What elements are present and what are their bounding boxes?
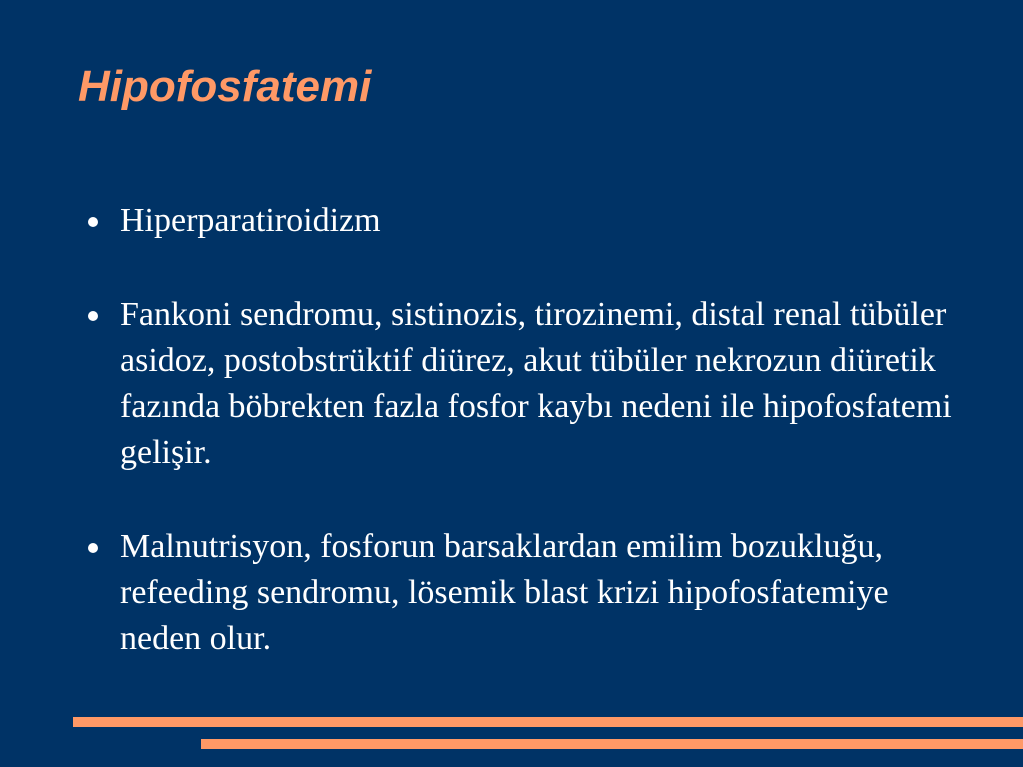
- bullet-text: Malnutrisyon, fosforun barsaklardan emilim bozukluğu, refeeding sendromu, lösemik blast krizi hipofosfatemiye neden olur.: [120, 528, 889, 657]
- decorative-bar-bottom: [201, 739, 1023, 749]
- bullet-item: [88, 198, 968, 244]
- bullet-text: Fankoni sendromu, sistinozis, tirozinemi, distal renal tübüler asidoz, postobstrüktif diürez, akut tübüler nekrozun diüretik fazında böbrekten fazla fosfor kaybı nedeni ile hipofosfatemi gelişir.: [120, 296, 952, 471]
- bullet-dot-icon: [88, 217, 98, 227]
- bullet-item: [88, 292, 968, 476]
- decorative-bar-top: [73, 717, 1023, 727]
- bullet-dot-icon: [88, 543, 98, 553]
- bullet-text: Hiperparatiroidizm: [120, 202, 381, 239]
- bullet-list: [88, 198, 968, 710]
- bullet-dot-icon: [88, 311, 98, 321]
- bullet-item: [88, 524, 968, 662]
- slide-title: Hipofosfatemi: [78, 62, 372, 111]
